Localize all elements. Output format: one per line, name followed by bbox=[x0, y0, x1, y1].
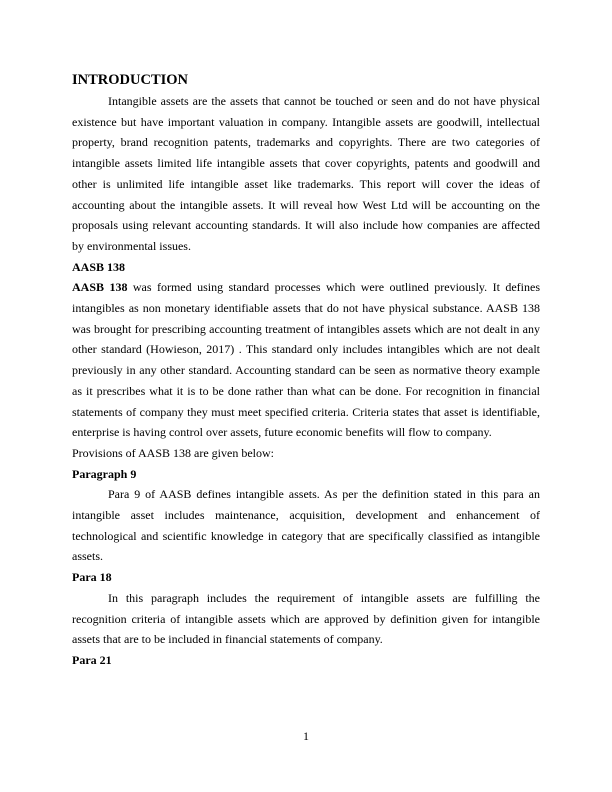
page-number: 1 bbox=[303, 729, 309, 743]
para-21-heading: Para 21 bbox=[72, 652, 112, 667]
para-18-text: In this paragraph includes the requirement of intangible assets are fulfilling the recognition criteria of intangible assets which are approved by definition given for intangible assets that are to be included in financial statements of company. bbox=[72, 590, 540, 647]
intro-paragraph: Intangible assets are the assets that cannot be touched or seen and do not have physical existence but have important valuation in company. Intangible assets are goodwill, intellectual property, brand recognition patents, trademarks and copyrights. There are two categories of intangible assets limited life intangible assets that cover copyrights, patents and goodwill and other is unlimited life intangible asset like trademarks. This report will cover the ideas of accounting about the intangible assets. It will reveal how West Ltd will be accounting on the proposals using relevant accounting standards. It will also include how companies are affected by environmental issues. bbox=[72, 94, 540, 253]
page-title: INTRODUCTION bbox=[72, 72, 189, 88]
aasb-heading: AASB 138 bbox=[72, 259, 126, 274]
aasb-paragraph-text: was formed using standard processes which were outlined previously. It defines intangibles as non monetary identifiable assets that do not have physical substance. AASB 138 was brought for prescribing accounting treatment of intangibles assets which are not dealt in any other standard (Howieson, 2017) . This standard only includes intangibles which are not dealt previously in any other standard. Accounting standard can be seen as normative theory example as it prescribes what it is to be done rather than what can be done. For recognition in financial statements of company they must meet specified criteria. Criteria states that asset is identifiable, enterprise is having control over assets, future economic benefits will flow to company. bbox=[72, 280, 540, 440]
aasb-lead-term: AASB 138 bbox=[72, 280, 128, 295]
provisions-line: Provisions of AASB 138 are given below: bbox=[72, 445, 274, 460]
para-18-heading: Para 18 bbox=[72, 570, 112, 585]
paragraph-9-text: Para 9 of AASB defines intangible assets. As per the definition stated in this para an intangible asset includes maintenance, acquisition, development and enhancement of technological and scientific knowledge in category that are specifically classified as intangible assets. bbox=[72, 487, 540, 564]
aasb-paragraph bbox=[72, 277, 540, 443]
document-page bbox=[72, 70, 540, 671]
paragraph-9-heading: Paragraph 9 bbox=[72, 466, 137, 481]
